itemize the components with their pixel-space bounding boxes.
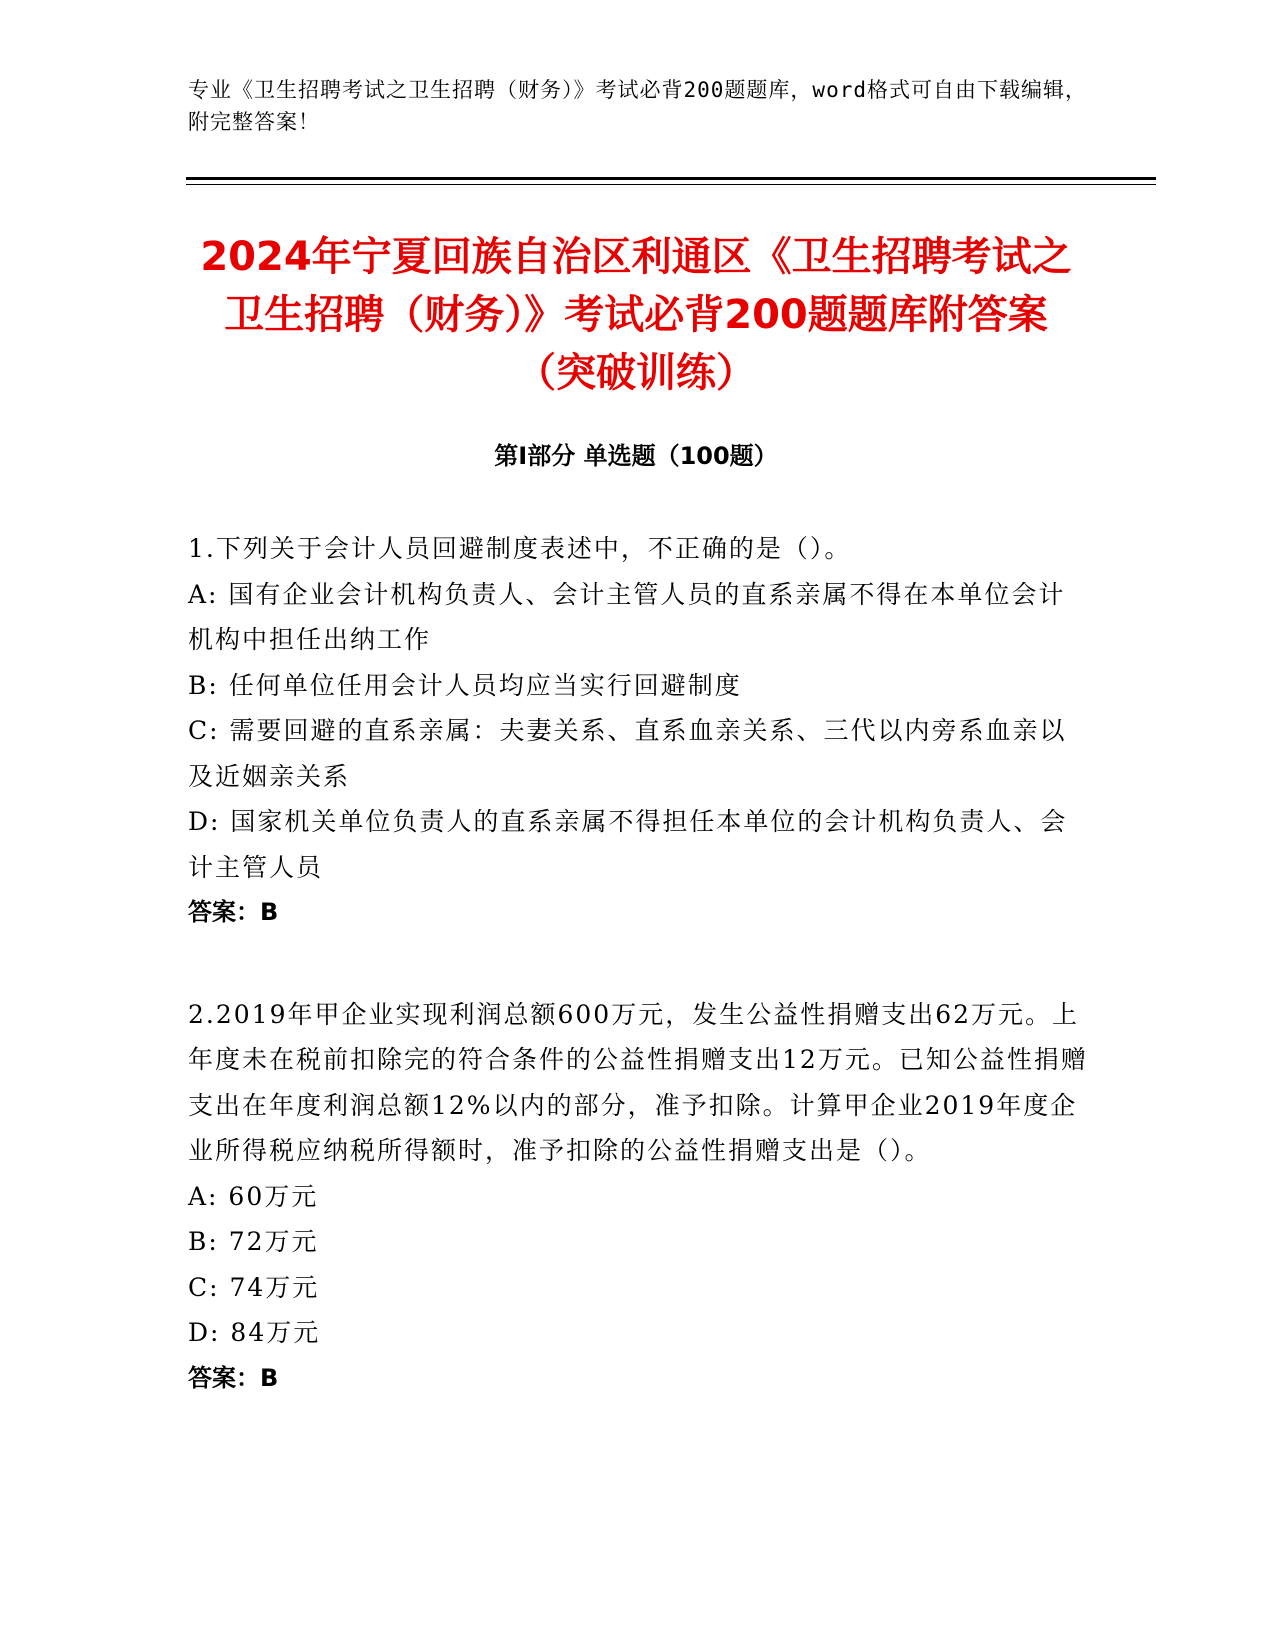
option-a: A: 国有企业会计机构负责人、会计主管人员的直系亲属不得在本单位会计机构中担任出纳工作 — [188, 579, 1066, 654]
question-1 — [188, 526, 1088, 936]
option-d: D: 84万元 — [188, 1318, 321, 1347]
answer: 答案：B — [188, 898, 279, 926]
question-stem: 1.下列关于会计人员回避制度表述中，不正确的是（）。 — [188, 534, 852, 563]
header-note: 专业《卫生招聘考试之卫生招聘（财务）》考试必背200题题库，word格式可自由下载编辑，附完整答案！ — [188, 78, 1087, 134]
document-title: 2024年宁夏回族自治区利通区《卫生招聘考试之卫生招聘（财务）》考试必背200题题库附答案（突破训练） — [200, 234, 1072, 396]
answer: 答案：B — [188, 1363, 279, 1392]
option-c: C: 需要回避的直系亲属：夫妻关系、直系血亲关系、三代以内旁系血亲以及近姻亲关系 — [188, 716, 1067, 791]
question-2 — [188, 992, 1088, 1402]
option-a: A: 60万元 — [188, 1181, 319, 1211]
question-list — [188, 526, 1088, 1457]
option-b: B: 72万元 — [188, 1227, 319, 1256]
question-stem: 2.2019年甲企业实现利润总额600万元，发生公益性捐赠支出62万元。上年度未在税前扣除完的符合条件的公益性捐赠支出12万元。已知公益性捐赠支出在年度利润总额12%以内的部分，准予扣除。计算甲企业2019年度企业所得税应纳税所得额时，准予扣除的公益性捐赠支出是（）。 — [188, 999, 1088, 1165]
section-heading: 第Ⅰ部分 单选题（100题） — [494, 442, 778, 470]
header-rule-thin — [186, 184, 1156, 185]
option-d: D: 国家机关单位负责人的直系亲属不得担任本单位的会计机构负责人、会计主管人员 — [188, 807, 1068, 882]
option-b: B: 任何单位任用会计人员均应当实行回避制度 — [188, 670, 742, 700]
option-c: C: 74万元 — [188, 1272, 320, 1302]
header-rule-thick — [186, 177, 1156, 180]
